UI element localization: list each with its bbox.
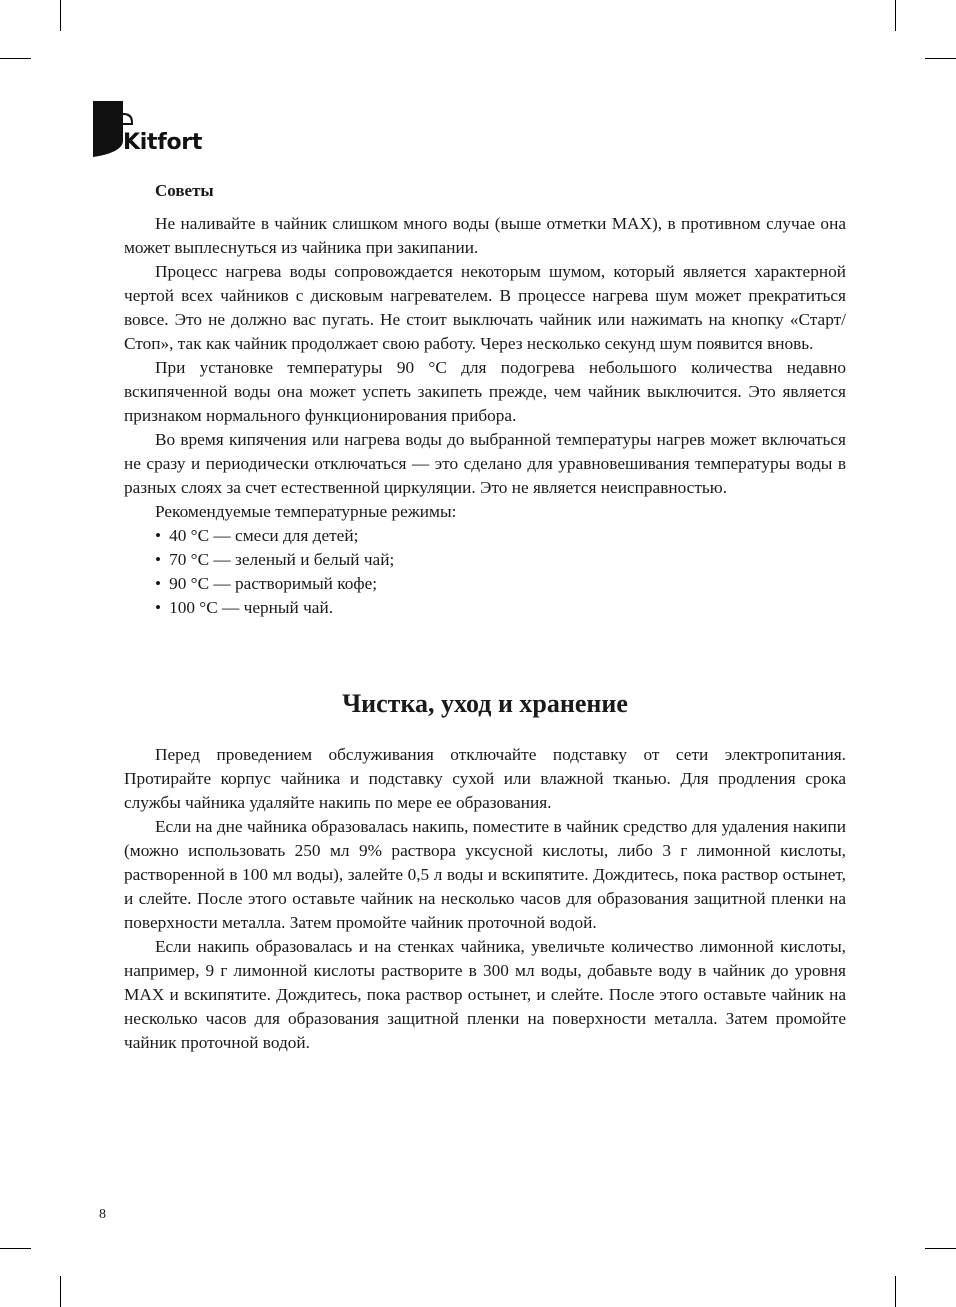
brand-name: Kitfort [123, 130, 203, 155]
page-content [124, 180, 846, 1055]
section-title: Чистка, уход и хранение [342, 689, 628, 718]
list-item: • 100 °С — черный чай. [155, 596, 846, 620]
care-paragraph: Если накипь образовалась и на стенках чайника, увеличьте количество лимонной кислоты, например, 9 г лимонной кислоты растворите в 300 мл воды, добавьте воду в чайник до уровня MAX и вскипятите. Дождитесь, пока раствор остынет, и слейте. После этого оставьте чайник на несколько часов для образования защитной пленки на поверхности металла. Затем промойте чайник проточной водой. [124, 937, 846, 1052]
tips-paragraph: Не наливайте в чайник слишком много воды (выше отметки MAX), в противном случае она может выплеснуться из чайника при закипании. [124, 214, 846, 257]
list-item: • 90 °С — растворимый кофе; [155, 572, 846, 596]
tips-paragraph: Во время кипячения или нагрева воды до выбранной температуры нагрев может включаться не сразу и периодически отключаться — это сделано для уравновешивания температуры воды в разных слоях за счет естественной циркуляции. Это не является неисправностью. [124, 430, 846, 497]
crop-mark [60, 0, 61, 31]
list-item: • 70 °С — зеленый и белый чай; [155, 548, 846, 572]
tips-paragraph: При установке температуры 90 °С для подогрева небольшого количества недавно вскипяченной воды она может успеть закипеть прежде, чем чайник выключится. Это является признаком нормального функционирования прибора. [124, 358, 846, 425]
page-number: 8 [99, 1207, 106, 1222]
tips-paragraph: Процесс нагрева воды сопровождается некоторым шумом, который является характерной чертой всех чайников с дисковым нагревателем. В процессе нагрева шум может прекратиться вовсе. Это не должно вас пугать. Не стоит выключать чайник или нажимать на кнопку «Старт/Стоп», так как чайник продолжает свою работу. Через несколько секунд шум появится вновь. [124, 262, 846, 353]
crop-mark [925, 1248, 956, 1249]
crop-mark [895, 0, 896, 31]
crop-mark [895, 1276, 896, 1307]
tips-paragraph: Рекомендуемые температурные режимы: [155, 502, 457, 521]
crop-mark [60, 1276, 61, 1307]
tips-heading: Советы [155, 181, 214, 200]
list-item: • 40 °С — смеси для детей; [155, 524, 846, 548]
crop-mark [0, 58, 31, 59]
temperature-modes-list [124, 524, 846, 620]
crop-mark [925, 58, 956, 59]
care-paragraph: Если на дне чайника образовалась накипь, поместите в чайник средство для удаления накипи (можно использовать 250 мл 9% раствора уксусной кислоты, либо 3 г лимонной кислоты, растворенной в 100 мл воды), залейте 0,5 л воды и вскипятите. Дождитесь, пока раствор остынет, и слейте. После этого оставьте чайник на несколько часов для образования защитной пленки на поверхности металла. Затем промойте чайник проточной водой. [124, 817, 846, 932]
crop-mark [0, 1248, 31, 1249]
care-paragraph: Перед проведением обслуживания отключайте подставку от сети электропитания. Протирайте корпус чайника и подставку сухой или влажной тканью. Для продления срока службы чайника удаляйте накипь по мере ее образования. [124, 745, 846, 812]
